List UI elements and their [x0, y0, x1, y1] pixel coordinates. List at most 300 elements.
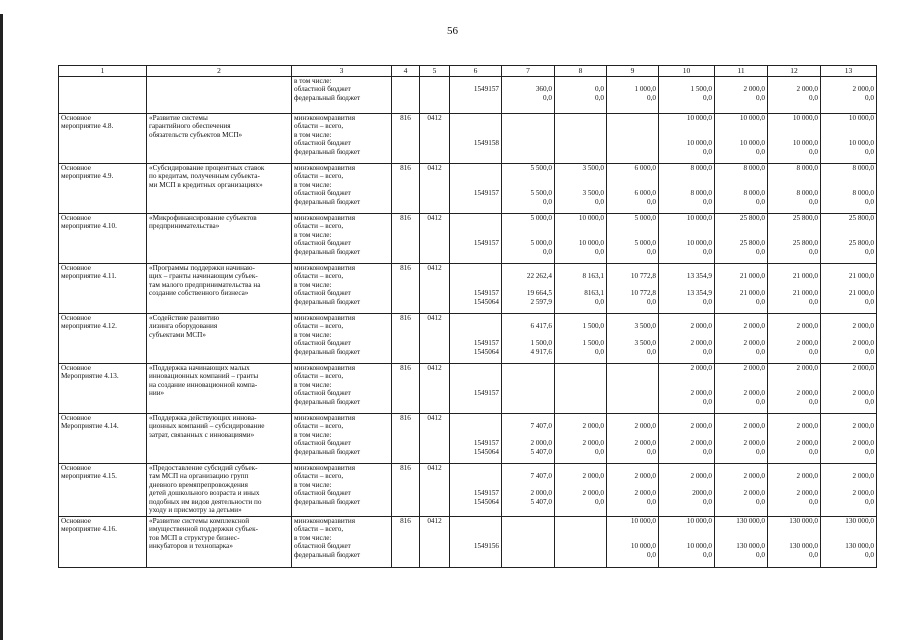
amount-line: [504, 148, 552, 156]
amount-line: [770, 131, 818, 139]
amount-line: 25 800,0: [792, 214, 818, 222]
amount-line: 2 000,0: [852, 85, 874, 94]
amount-line: 2 000,0: [743, 85, 765, 94]
amount-line: [609, 131, 656, 139]
amount-line: 0,0: [756, 550, 765, 559]
code-line: 1549157: [473, 239, 499, 248]
amount-cell: [502, 164, 555, 214]
amount-cell: [502, 214, 555, 264]
amount-line: 0,0: [647, 247, 656, 256]
section-code-cell: 0412: [420, 114, 450, 164]
amount-line: [504, 517, 552, 525]
text-line: имущественной поддержки субъек-: [149, 525, 258, 534]
text-line: Основное: [61, 517, 91, 525]
amount-line: [557, 464, 604, 472]
amount-line: 0,0: [865, 247, 874, 256]
amount-cell: [502, 114, 555, 164]
source-line: минэкономразвития: [294, 314, 356, 322]
source-line: областной бюджет: [294, 289, 351, 298]
amount-line: 0,0: [703, 147, 712, 156]
amount-line: [504, 114, 552, 122]
amount-line: [661, 264, 712, 272]
amount-line: 6 000,0: [634, 189, 656, 198]
amount-line: 8 000,0: [690, 164, 712, 172]
funding-source-cell: [292, 517, 392, 568]
section-code-cell: [420, 77, 450, 114]
amount-cell: [502, 364, 555, 414]
amount-line: [504, 172, 552, 180]
amount-line: 0,0: [865, 197, 874, 206]
amount-line: [661, 534, 712, 542]
amount-line: [661, 331, 712, 339]
table-row: [59, 314, 877, 364]
amount-line: [661, 314, 712, 322]
amount-line: [609, 148, 656, 156]
text-line: создание собственного бизнеса»: [149, 289, 249, 298]
column-header: 4: [392, 66, 420, 77]
amount-line: [823, 181, 874, 189]
amount-line: 2 000,0: [796, 364, 818, 372]
amount-line: 0,0: [703, 247, 712, 256]
amount-line: [717, 464, 765, 472]
code-line: [452, 472, 499, 480]
event-name-cell: [59, 114, 147, 164]
amount-line: [717, 481, 765, 489]
text-line: субъектами МСП»: [149, 330, 206, 339]
amount-cell: [607, 414, 659, 464]
amount-line: 10 000,0: [848, 139, 874, 148]
text-line: ми МСП в кредитных организациях»: [149, 180, 263, 189]
code-line: 1549157: [473, 439, 499, 448]
text-line: «Развитие системы комплексной: [149, 517, 250, 525]
amount-line: 0,0: [756, 93, 765, 102]
text-line: «Программы поддержки начинаю-: [149, 264, 255, 272]
department-code-cell: 816: [392, 214, 420, 264]
amount-line: [557, 364, 604, 372]
text-line: тов МСП в структуре бизнес-: [149, 533, 240, 542]
amount-line: [770, 331, 818, 339]
amount-line: [717, 525, 765, 533]
code-line: 1545064: [473, 497, 499, 506]
amount-line: 2 000,0: [796, 389, 818, 398]
code-line: 1545064: [473, 347, 499, 356]
amount-cell: [555, 264, 607, 314]
amount-line: [770, 481, 818, 489]
amount-line: [504, 181, 552, 189]
amount-line: 8163,1: [584, 289, 604, 298]
amount-line: 21 000,0: [792, 272, 818, 281]
amount-cell: [555, 77, 607, 114]
code-line: [452, 525, 499, 533]
amount-cell: [821, 314, 877, 364]
code-line: 1549157: [473, 339, 499, 348]
code-line: [452, 114, 499, 122]
amount-line: 25 800,0: [848, 239, 874, 248]
amount-line: [661, 222, 712, 230]
amount-line: 0,0: [647, 550, 656, 559]
amount-line: 2 000,0: [852, 364, 874, 372]
amount-cell: [715, 414, 768, 464]
funding-source-cell: [292, 414, 392, 464]
amount-cell: [768, 214, 821, 264]
amount-line: [717, 534, 765, 542]
column-header: 7: [502, 66, 555, 77]
code-line: [452, 372, 499, 380]
funding-source-cell: [292, 264, 392, 314]
code-line: [452, 131, 499, 139]
code-line: [452, 248, 499, 256]
event-name-cell: [59, 264, 147, 314]
amount-line: 0,0: [809, 197, 818, 206]
text-line: детей дошкольного возраста и иных: [149, 489, 260, 498]
amount-line: [717, 77, 765, 85]
amount-line: 0,0: [595, 93, 604, 102]
amount-cell: [715, 364, 768, 414]
event-name-cell: [59, 314, 147, 364]
event-name-cell: [59, 517, 147, 568]
amount-line: 2 000,0: [582, 439, 604, 448]
source-line: минэкономразвития: [294, 164, 356, 172]
amount-line: [661, 122, 712, 130]
amount-line: [557, 534, 604, 542]
amount-line: [717, 381, 765, 389]
amount-line: 0,0: [703, 93, 712, 102]
funding-source-cell: [292, 364, 392, 414]
amount-line: 0,0: [647, 347, 656, 356]
source-line: минэкономразвития: [294, 364, 356, 372]
code-line: [452, 517, 499, 525]
amount-line: 21 000,0: [739, 272, 765, 281]
source-line: области – всего,: [294, 222, 344, 231]
amount-line: [661, 181, 712, 189]
source-line: федеральный бюджет: [294, 93, 361, 102]
amount-cell: [821, 114, 877, 164]
amount-line: [557, 148, 604, 156]
column-header: 1: [59, 66, 147, 77]
section-code-cell: 0412: [420, 214, 450, 264]
amount-line: 0,0: [809, 93, 818, 102]
amount-line: [823, 264, 874, 272]
table-row: [59, 414, 877, 464]
amount-line: 130 000,0: [845, 517, 874, 525]
amount-line: 10 000,0: [686, 542, 712, 551]
code-line: [452, 94, 499, 102]
text-line: Основное: [61, 114, 91, 122]
amount-line: [661, 381, 712, 389]
amount-line: 2 000,0: [582, 472, 604, 481]
amount-cell: [555, 517, 607, 568]
target-code-cell: [450, 414, 502, 464]
event-description-cell: [147, 77, 292, 114]
amount-cell: [821, 264, 877, 314]
code-line: 1549157: [473, 289, 499, 298]
amount-line: [717, 331, 765, 339]
amount-line: 0,0: [595, 497, 604, 506]
amount-line: 0,0: [809, 497, 818, 506]
amount-cell: [659, 264, 715, 314]
amount-line: 0,0: [595, 85, 604, 94]
amount-line: [823, 525, 874, 533]
amount-cell: [502, 414, 555, 464]
table-row: [59, 114, 877, 164]
code-line: [452, 331, 499, 339]
amount-line: 5 500,0: [530, 164, 552, 172]
text-line: «Поддержка действующих иннова-: [149, 414, 257, 422]
amount-line: [717, 264, 765, 272]
amount-cell: [607, 114, 659, 164]
amount-line: 1 500,0: [582, 322, 604, 331]
amount-line: 1 500,0: [530, 339, 552, 348]
amount-line: [770, 534, 818, 542]
target-code-cell: [450, 77, 502, 114]
amount-line: [504, 122, 552, 130]
amount-cell: [607, 264, 659, 314]
text-line: по кредитам, полученным субъекта-: [149, 172, 260, 181]
source-line: федеральный бюджет: [294, 197, 361, 206]
amount-line: [661, 281, 712, 289]
funding-source-cell: [292, 164, 392, 214]
source-line: в том числе:: [294, 380, 332, 389]
amount-line: 0,0: [809, 447, 818, 456]
department-code-cell: 816: [392, 314, 420, 364]
target-code-cell: [450, 364, 502, 414]
amount-line: 2 000,0: [530, 489, 552, 498]
amount-line: [504, 481, 552, 489]
amount-line: [770, 314, 818, 322]
code-line: [452, 314, 499, 322]
target-code-cell: [450, 264, 502, 314]
amount-line: 2 000,0: [796, 439, 818, 448]
code-line: 1545064: [473, 297, 499, 306]
amount-line: 0,0: [756, 247, 765, 256]
column-header: 5: [420, 66, 450, 77]
amount-line: 0,0: [756, 197, 765, 206]
amount-line: [823, 381, 874, 389]
amount-line: [770, 381, 818, 389]
amount-line: [504, 139, 552, 147]
amount-line: [823, 314, 874, 322]
amount-line: 2 000,0: [743, 472, 765, 481]
amount-line: 5 000,0: [530, 239, 552, 248]
amount-line: 2 000,0: [743, 489, 765, 498]
amount-line: 0,0: [756, 347, 765, 356]
amount-line: 3 500,0: [634, 322, 656, 331]
text-line: гарантийного обеспечения: [149, 122, 231, 131]
amount-cell: [659, 364, 715, 414]
amount-line: [770, 414, 818, 422]
amount-line: 8 000,0: [743, 164, 765, 172]
source-line: областной бюджет: [294, 439, 351, 448]
amount-line: [770, 464, 818, 472]
amount-line: [661, 172, 712, 180]
amount-line: 0,0: [809, 147, 818, 156]
budget-table: [58, 65, 877, 568]
amount-line: 10 000,0: [630, 517, 656, 525]
amount-line: 2 000,0: [690, 472, 712, 481]
amount-line: [609, 534, 656, 542]
code-line: [452, 148, 499, 156]
amount-line: [770, 281, 818, 289]
table-row: [59, 214, 877, 264]
amount-line: 0,0: [756, 447, 765, 456]
amount-line: 6 000,0: [634, 164, 656, 172]
event-description-cell: [147, 214, 292, 264]
event-description-cell: [147, 314, 292, 364]
amount-line: [557, 381, 604, 389]
source-line: минэкономразвития: [294, 414, 356, 422]
code-line: [452, 172, 499, 180]
section-code-cell: 0412: [420, 414, 450, 464]
source-line: областной бюджет: [294, 542, 351, 551]
department-code-cell: 816: [392, 264, 420, 314]
amount-line: [717, 431, 765, 439]
amount-line: 8 000,0: [796, 189, 818, 198]
department-code-cell: 816: [392, 114, 420, 164]
table-row: [59, 517, 877, 568]
amount-line: 0,0: [595, 297, 604, 306]
column-header: 8: [555, 66, 607, 77]
source-line: области – всего,: [294, 472, 344, 481]
amount-cell: [768, 164, 821, 214]
source-line: федеральный бюджет: [294, 347, 361, 356]
amount-line: [823, 231, 874, 239]
amount-line: 21 000,0: [792, 289, 818, 298]
amount-line: 10 000,0: [739, 139, 765, 148]
amount-line: 130 000,0: [736, 517, 765, 525]
amount-line: [823, 414, 874, 422]
amount-line: [770, 525, 818, 533]
amount-line: [770, 122, 818, 130]
amount-line: 8 000,0: [852, 189, 874, 198]
amount-line: [717, 181, 765, 189]
source-line: в том числе:: [294, 77, 332, 85]
event-name-cell: [59, 364, 147, 414]
source-line: области – всего,: [294, 422, 344, 431]
code-line: [452, 281, 499, 289]
amount-line: 130 000,0: [789, 542, 818, 551]
source-line: федеральный бюджет: [294, 497, 361, 506]
source-line: минэкономразвития: [294, 114, 356, 122]
amount-line: 10 000,0: [792, 114, 818, 122]
amount-line: 10 000,0: [686, 214, 712, 222]
amount-line: [609, 231, 656, 239]
amount-line: 2 000,0: [796, 489, 818, 498]
amount-line: [557, 131, 604, 139]
amount-line: 0,0: [647, 447, 656, 456]
amount-cell: [502, 264, 555, 314]
amount-line: [504, 131, 552, 139]
amount-line: [717, 131, 765, 139]
amount-line: [557, 139, 604, 147]
amount-line: [557, 431, 604, 439]
amount-line: [823, 464, 874, 472]
funding-source-cell: [292, 314, 392, 364]
amount-line: 2 000,0: [852, 422, 874, 431]
text-line: затрат, связанных с инновациями»: [149, 430, 255, 439]
department-code-cell: 816: [392, 364, 420, 414]
amount-cell: [821, 214, 877, 264]
amount-cell: [502, 77, 555, 114]
amount-line: [661, 481, 712, 489]
source-line: области – всего,: [294, 372, 344, 381]
source-line: федеральный бюджет: [294, 297, 361, 306]
amount-line: 21 000,0: [739, 289, 765, 298]
department-code-cell: 816: [392, 164, 420, 214]
amount-line: 1 500,0: [582, 339, 604, 348]
amount-line: [557, 542, 604, 550]
amount-line: 2 000,0: [796, 422, 818, 431]
text-line: Мероприятие 4.14.: [61, 422, 119, 431]
text-line: Основное: [61, 414, 91, 422]
amount-line: 0,0: [543, 197, 552, 206]
amount-cell: [659, 164, 715, 214]
amount-line: [557, 314, 604, 322]
text-line: Основное: [61, 464, 91, 472]
amount-line: [717, 231, 765, 239]
amount-line: [609, 122, 656, 130]
amount-line: [609, 381, 656, 389]
amount-line: [557, 77, 604, 85]
source-line: области – всего,: [294, 322, 344, 331]
amount-line: [504, 431, 552, 439]
event-name-cell: [59, 164, 147, 214]
code-line: [452, 164, 499, 172]
amount-line: [504, 231, 552, 239]
amount-line: [717, 281, 765, 289]
amount-line: [770, 372, 818, 380]
text-line: уходу и присмотру за детьми»: [149, 506, 242, 515]
target-code-cell: [450, 314, 502, 364]
amount-line: [504, 77, 552, 85]
text-line: на создание инновационной компа-: [149, 380, 258, 389]
amount-line: 2 000,0: [852, 339, 874, 348]
code-line: [452, 414, 499, 422]
department-code-cell: 816: [392, 464, 420, 517]
amount-line: [609, 431, 656, 439]
amount-cell: [715, 464, 768, 517]
amount-cell: [715, 517, 768, 568]
amount-cell: [555, 414, 607, 464]
text-line: щих – гранты начинающим субъек-: [149, 272, 258, 281]
amount-line: 8 000,0: [796, 164, 818, 172]
code-line: [452, 534, 499, 542]
text-line: обязательств субъектов МСП»: [149, 130, 243, 139]
amount-line: 3 500,0: [582, 189, 604, 198]
amount-line: 4 917,6: [530, 347, 552, 356]
amount-line: 1 000,0: [634, 85, 656, 94]
amount-line: 8 000,0: [743, 189, 765, 198]
column-header: 13: [821, 66, 877, 77]
amount-line: 25 800,0: [739, 214, 765, 222]
amount-line: [823, 172, 874, 180]
source-line: минэкономразвития: [294, 517, 356, 525]
amount-line: 2 000,0: [634, 422, 656, 431]
amount-line: [504, 398, 552, 406]
source-line: федеральный бюджет: [294, 247, 361, 256]
amount-cell: [821, 77, 877, 114]
amount-line: 21 000,0: [848, 272, 874, 281]
amount-line: [557, 114, 604, 122]
amount-line: [504, 464, 552, 472]
amount-line: [609, 172, 656, 180]
text-line: дневного времяпрепровождения: [149, 480, 248, 489]
amount-line: 130 000,0: [736, 542, 765, 551]
amount-line: [609, 264, 656, 272]
amount-line: 3 500,0: [634, 339, 656, 348]
code-line: 1549158: [473, 139, 499, 148]
amount-line: 2 000,0: [690, 322, 712, 331]
event-name-cell: [59, 214, 147, 264]
